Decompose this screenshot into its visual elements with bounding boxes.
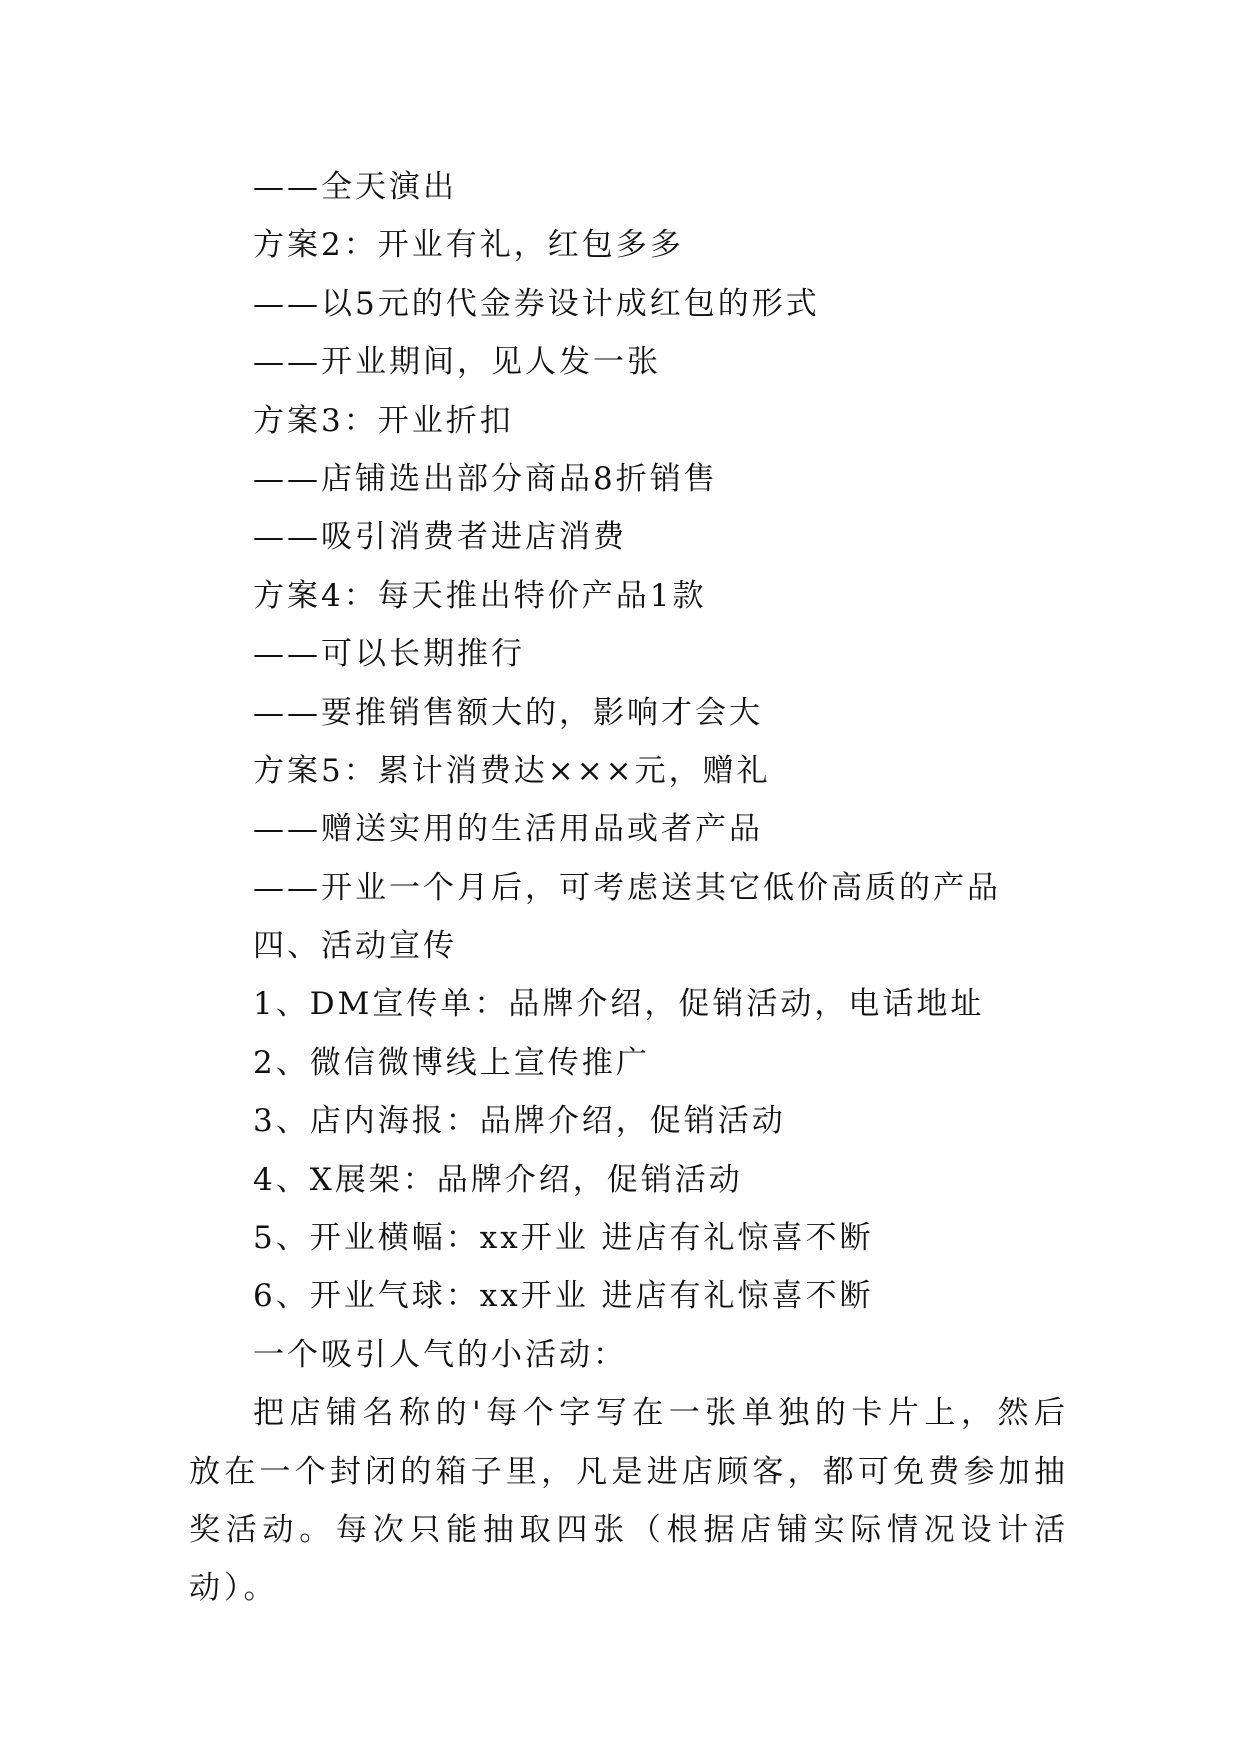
activity-paragraph: 把店铺名称的'每个字写在一张单独的卡片上，然后放在一个封闭的箱子里，凡是进店顾客，都可免费参加抽奖活动。每次只能抽取四张（根据店铺实际情况设计活动）。 <box>189 1395 1069 1607</box>
text-line-10: ——要推销售额大的，影响才会大 <box>253 694 763 731</box>
text-line-11: 方案5：累计消费达×××元，赠礼 <box>253 752 771 789</box>
list-item-6: 6、开业气球：xx开业 进店有礼惊喜不断 <box>253 1278 874 1315</box>
text-line-6: ——店铺选出部分商品8折销售 <box>253 460 718 497</box>
list-item-4: 4、X展架：品牌介绍，促销活动 <box>253 1161 743 1198</box>
section-heading: 四、活动宣传 <box>253 928 457 965</box>
text-line-4: ——开业期间，见人发一张 <box>253 344 661 381</box>
list-item-1: 1、DM宣传单：品牌介绍，促销活动，电话地址 <box>253 986 985 1023</box>
text-line-1: ——全天演出 <box>253 169 457 205</box>
text-line-7: ——吸引消费者进店消费 <box>253 519 627 556</box>
subheading-activity: 一个吸引人气的小活动： <box>253 1336 627 1373</box>
list-item-2: 2、微信微博线上宣传推广 <box>253 1044 650 1081</box>
text-line-12: ——赠送实用的生活用品或者产品 <box>253 811 763 848</box>
list-item-3: 3、店内海报：品牌介绍，促销活动 <box>253 1103 786 1140</box>
text-line-2: 方案2：开业有礼，红包多多 <box>253 227 684 264</box>
text-line-3: ——以5元的代金券设计成红包的形式 <box>253 285 820 322</box>
text-line-5: 方案3：开业折扣 <box>253 402 514 439</box>
text-line-13: ——开业一个月后，可考虑送其它低价高质的产品 <box>253 869 1001 906</box>
list-item-5: 5、开业横幅：xx开业 进店有礼惊喜不断 <box>253 1220 874 1257</box>
text-line-8: 方案4：每天推出特价产品1款 <box>253 577 707 614</box>
text-line-9: ——可以长期推行 <box>253 636 525 673</box>
document-body <box>189 158 1069 1618</box>
